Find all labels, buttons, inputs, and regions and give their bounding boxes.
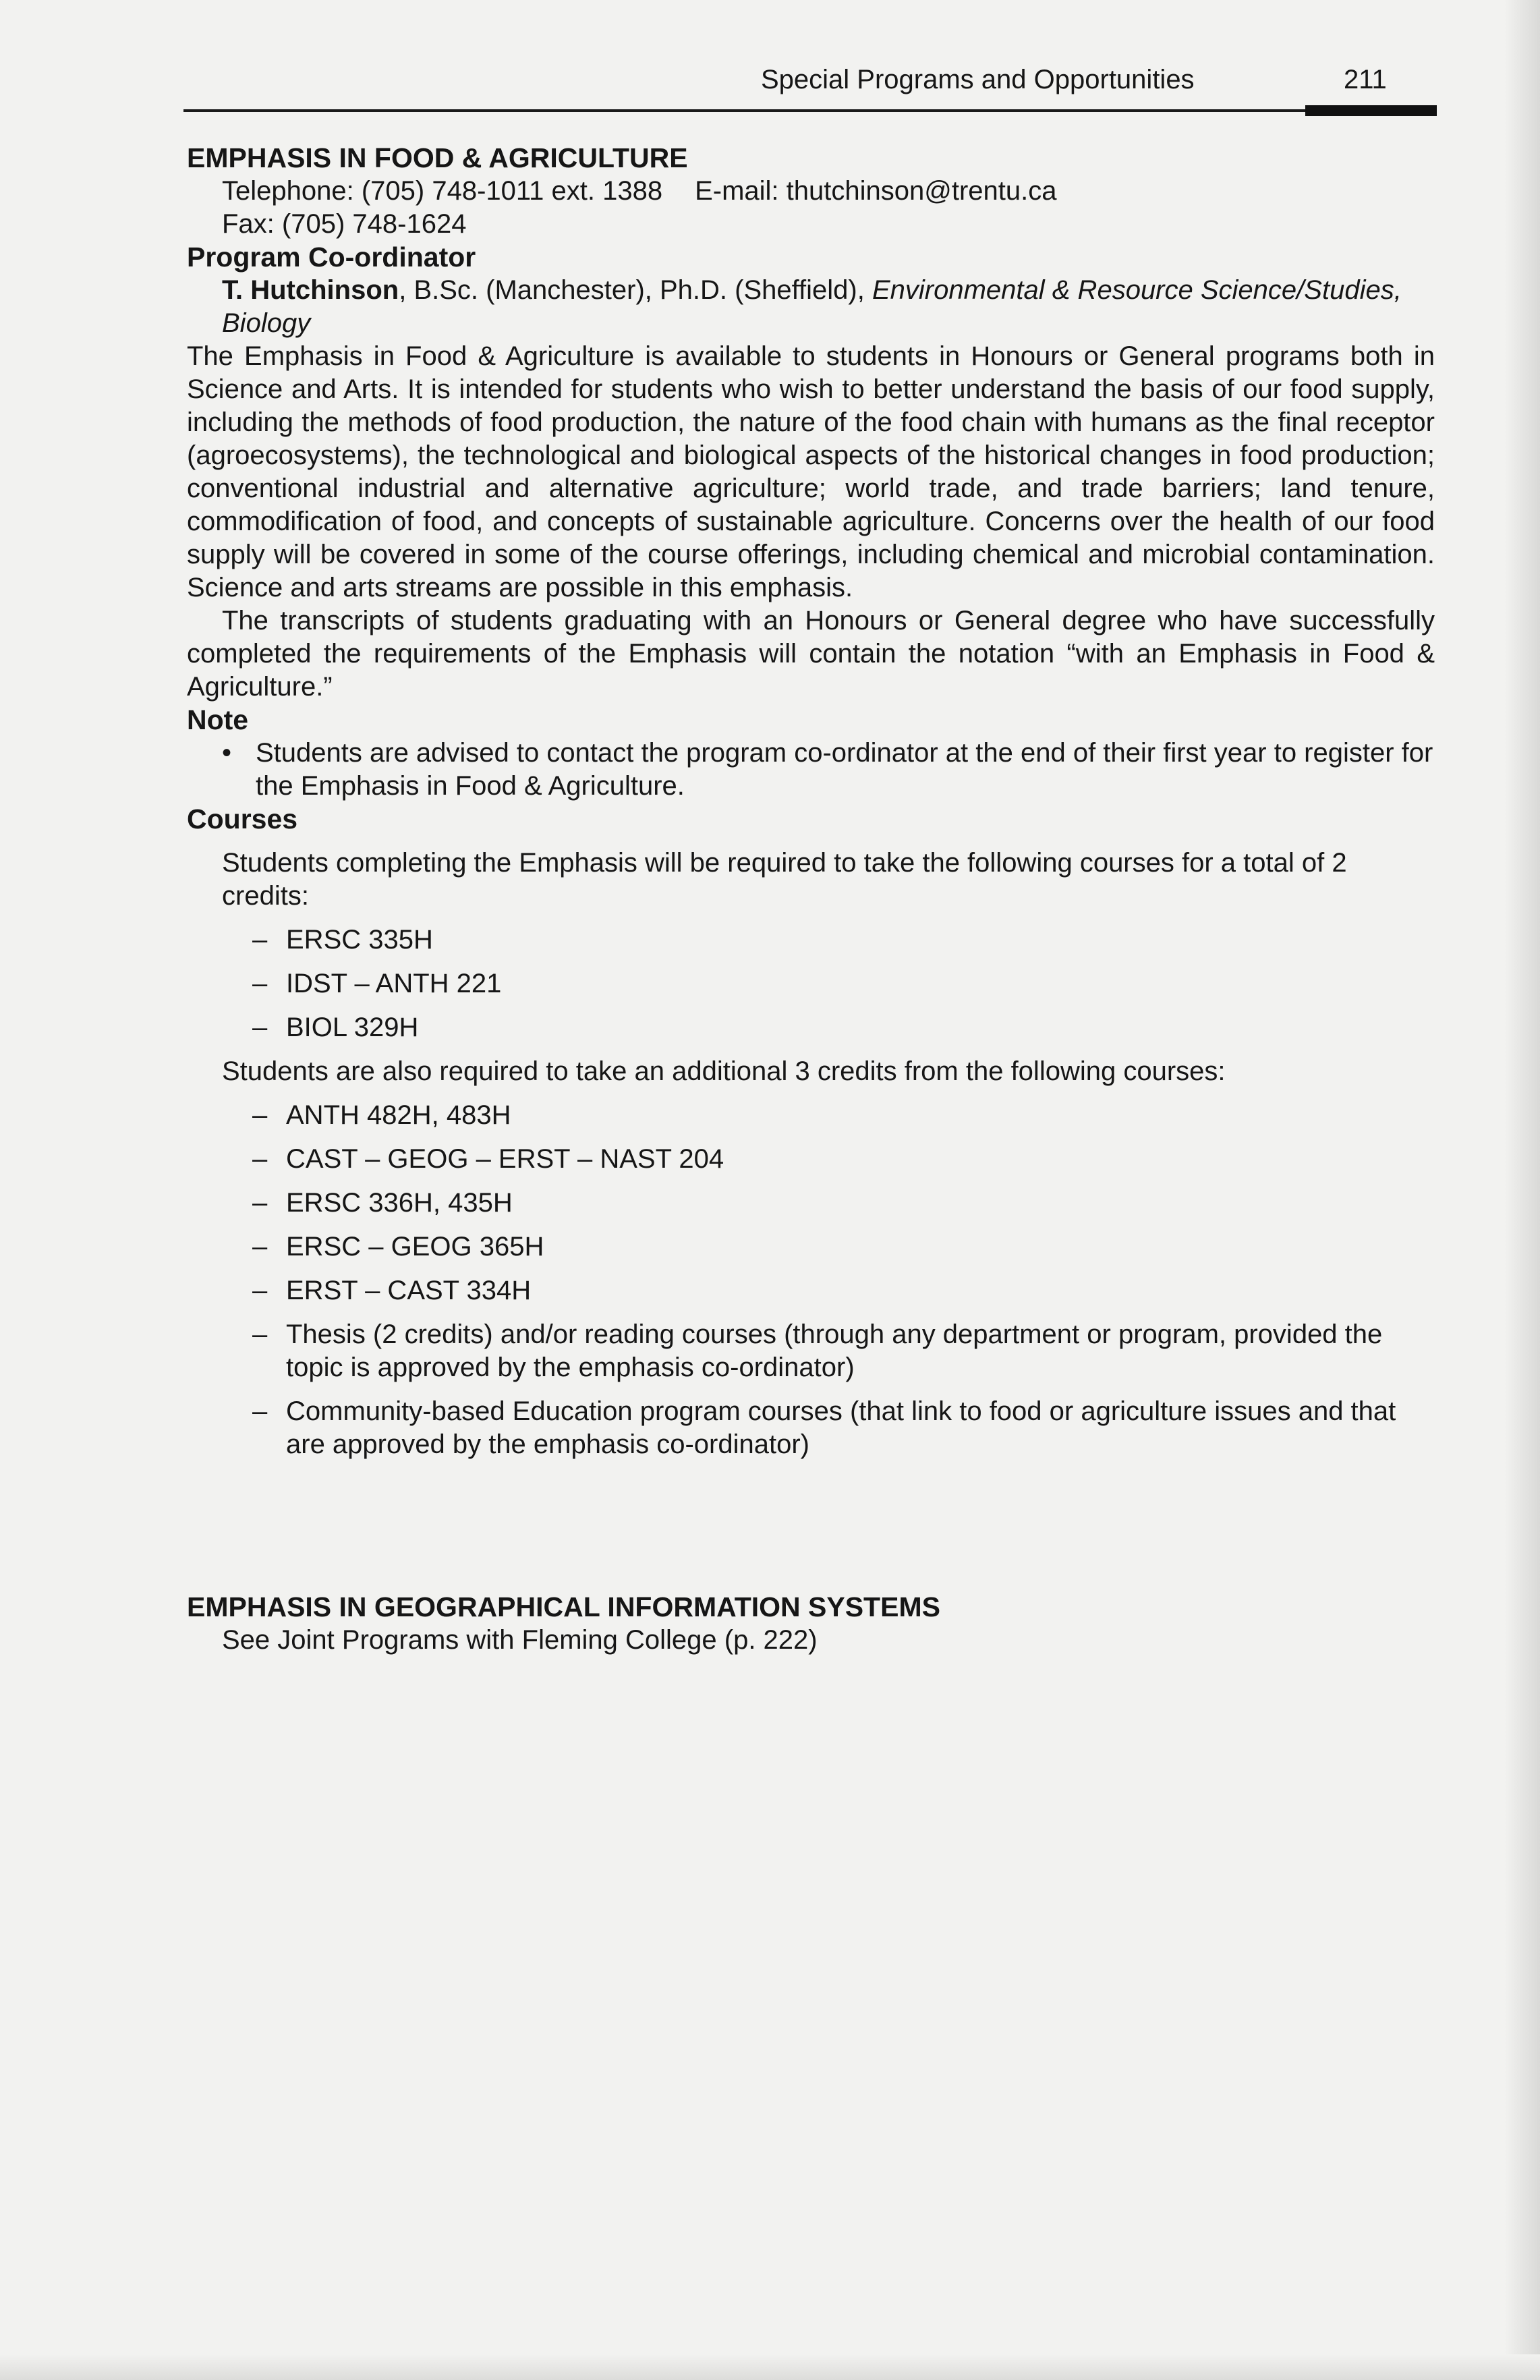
description-paragraph: The Emphasis in Food & Agriculture is available to students in Honours or General programs both in Science and Arts. It is intended for students who wish to better understand the basis of our food supply, including the methods of food production, the nature of the food chain with humans as the final receptor (agroecosystems), the technological and biological aspects of the historical changes in food production; conventional industrial and alternative agriculture; world trade, and trade barriers; land tenure, commodification of food, and concepts of sustainable agriculture. Concerns over the health of our food supply will be covered in some of the course offerings, including chemical and microbial contamination. Science and arts streams are possible in this emphasis. bbox=[187, 341, 1435, 602]
additional-course-list bbox=[187, 1099, 1435, 1461]
course-item: – Community-based Education program courses (that link to food or agriculture issues and that are approved by the emphasis co-ordinator) bbox=[252, 1396, 1396, 1459]
coordinator-degrees: , B.Sc. (Manchester), Ph.D. (Sheffield), bbox=[399, 275, 872, 305]
email-text: E-mail: thutchinson@trentu.ca bbox=[695, 176, 1057, 206]
course-item: – ERST – CAST 334H bbox=[252, 1276, 532, 1305]
coordinator-department: Environmental & Resource Science/Studies, Biology bbox=[222, 275, 1402, 338]
gis-heading: EMPHASIS IN GEOGRAPHICAL INFORMATION SYSTEMS bbox=[187, 1591, 940, 1622]
transcript-paragraph: The transcripts of students graduating with an Honours or General degree who have successfully completed the requirements of the Emphasis will contain the notation “with an Emphasis in Food & Agriculture.” bbox=[187, 606, 1435, 702]
page-edge-shadow bbox=[1504, 0, 1540, 2380]
course-item: – IDST – ANTH 221 bbox=[252, 969, 502, 998]
course-item: – ERSC – GEOG 365H bbox=[252, 1232, 544, 1262]
course-item: – BIOL 329H bbox=[252, 1013, 419, 1042]
page-number: 211 bbox=[1344, 65, 1387, 94]
note-item: • Students are advised to contact the program co-ordinator at the end of their first year to register for the Emphasis in Food & Agriculture. bbox=[222, 738, 1433, 801]
running-head-title: Special Programs and Opportunities bbox=[761, 65, 1195, 94]
bullet-icon: • bbox=[222, 738, 232, 768]
note-heading: Note bbox=[187, 704, 249, 735]
course-item: – ANTH 482H, 483H bbox=[252, 1100, 511, 1130]
course-item: – ERSC 336H, 435H bbox=[252, 1188, 513, 1218]
gis-text: See Joint Programs with Fleming College (p. 222) bbox=[222, 1625, 818, 1655]
courses-heading: Courses bbox=[187, 803, 298, 834]
header-rule bbox=[183, 109, 1435, 112]
telephone-text: Telephone: (705) 748-1011 ext. 1388 bbox=[222, 176, 663, 206]
fax-text: Fax: (705) 748-1624 bbox=[222, 209, 467, 239]
main-content bbox=[187, 142, 1435, 1657]
course-item: – CAST – GEOG – ERST – NAST 204 bbox=[252, 1144, 724, 1174]
coordinator-name: T. Hutchinson bbox=[222, 275, 399, 305]
header-rule-tab bbox=[1305, 105, 1437, 116]
coordinator-heading: Program Co-ordinator bbox=[187, 242, 476, 273]
required-course-list bbox=[187, 924, 1435, 1044]
required-intro: Students completing the Emphasis will be required to take the following courses for a total of 2 credits: bbox=[222, 848, 1347, 911]
course-item: – Thesis (2 credits) and/or reading courses (through any department or program, provided the topic is approved by the emphasis co-ordinator) bbox=[252, 1320, 1383, 1382]
page-bottom-shadow bbox=[0, 2354, 1540, 2380]
food-heading: EMPHASIS IN FOOD & AGRICULTURE bbox=[187, 142, 688, 173]
contact-line bbox=[187, 175, 1435, 208]
note-list bbox=[187, 737, 1435, 803]
course-item: – ERSC 335H bbox=[252, 925, 433, 955]
coordinator-entry bbox=[187, 274, 1435, 340]
additional-intro: Students are also required to take an additional 3 credits from the following courses: bbox=[222, 1056, 1226, 1086]
